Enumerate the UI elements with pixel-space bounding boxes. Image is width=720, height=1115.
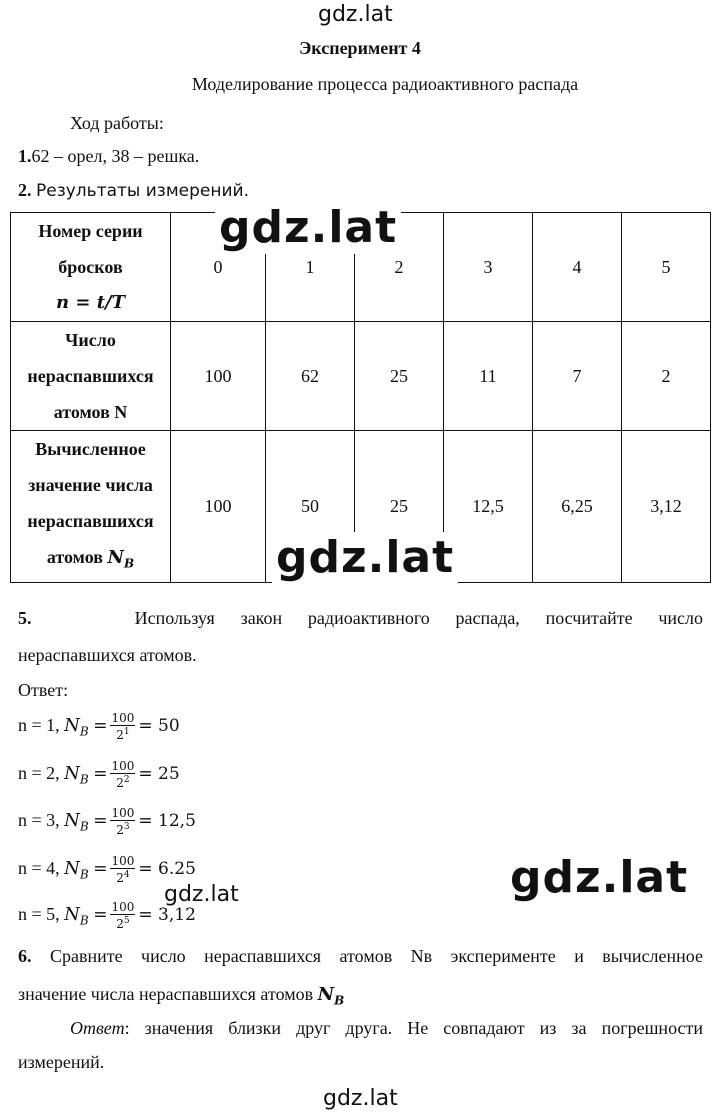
item-6-number: 6.: [18, 946, 32, 966]
fraction: $\frac{100}{2^5}$: [111, 900, 135, 931]
table-cell: 12,5: [444, 431, 533, 583]
table-cell: 62: [266, 322, 355, 431]
watermark-top: gdz.lat: [318, 2, 393, 27]
table-cell: 3,12: [622, 431, 711, 583]
table-cell: 3: [444, 213, 533, 322]
table-header-cell-series: Номер серии бросков n = t/T: [11, 213, 171, 322]
table-header-cell-atoms: Число нераспавшихся атомов N: [11, 322, 171, 431]
table-row: [11, 322, 711, 431]
formula-line: n = 1, $N_B$ = $\frac{100}{2^1}$ = 50: [18, 711, 180, 742]
item-2-number: 2.: [18, 180, 32, 200]
table-cell: 2: [622, 322, 711, 431]
item-1-number: 1.: [18, 146, 32, 166]
fraction: $\frac{100}{2^1}$: [111, 711, 135, 742]
item-6-line-2: значение числа нераспавшихся атомов $N_B$: [18, 984, 345, 1008]
formula-line: n = 3, $N_B$ = $\frac{100}{2^3}$ = 12,5: [18, 806, 196, 837]
table-cell: 11: [444, 322, 533, 431]
item-5-line-1: 5. Используя закон радиоактивного распада, посчитайте число: [18, 608, 703, 628]
item-5-line-2: нераспавшихся атомов.: [18, 645, 197, 665]
item-6-answer-line-2: измерений.: [18, 1052, 105, 1072]
item-6-answer-label: Ответ: [70, 1018, 125, 1038]
item-1: [18, 146, 199, 167]
watermark-table-bottom: gdz.lat: [272, 532, 458, 584]
formula-line: n = 5, $N_B$ = $\frac{100}{2^5}$ = 3,12: [18, 900, 196, 931]
table-cell: 100: [171, 322, 266, 431]
table-cell: 4: [533, 213, 622, 322]
page-subtitle: Моделирование процесса радиоактивного распада: [191, 74, 579, 94]
fraction: $\frac{100}{2^3}$: [111, 806, 135, 837]
item-5-number: 5.: [18, 608, 32, 628]
watermark-right: gdz.lat: [510, 852, 689, 903]
item-1-text: 62 – орел, 38 – решка.: [31, 146, 200, 166]
formula-line: n = 2, $N_B$ = $\frac{100}{2^2}$ = 25: [18, 759, 180, 790]
table-cell: 25: [355, 431, 444, 583]
table-cell: 100: [171, 431, 266, 583]
results-table: [10, 212, 711, 583]
watermark-table-top: gdz.lat: [215, 202, 401, 254]
page-title: Эксперимент 4: [299, 38, 421, 58]
table-cell: 6,25: [533, 431, 622, 583]
watermark-mid: gdz.lat: [164, 882, 239, 907]
progress-label: Ход работы:: [70, 113, 164, 133]
table-cell: 5: [622, 213, 711, 322]
watermark-bottom: gdz.lat: [323, 1086, 398, 1111]
table-cell: 7: [533, 322, 622, 431]
answer-label: Ответ:: [18, 680, 69, 700]
item-6-line-1: 6. Сравните число нераспавшихся атомов Nв эксперименте и вычисленное: [18, 946, 703, 966]
formula-line: n = 4, $N_B$ = $\frac{100}{2^4}$ = 6.25: [18, 854, 196, 885]
table-header-cell-calculated: Вычисленное значение числа нераспавшихся атомов $N_B$: [11, 431, 171, 583]
fraction: $\frac{100}{2^2}$: [111, 759, 135, 790]
fraction: $\frac{100}{2^4}$: [111, 854, 135, 885]
table-cell: 2: [355, 213, 444, 322]
item-6-answer-line-1: Ответ: значения близки друг друга. Не совпадают из за погрешности: [70, 1018, 703, 1038]
item-2-text: Результаты измерений.: [36, 181, 249, 201]
nb-symbol: N: [317, 984, 335, 1005]
table-cell: 25: [355, 322, 444, 431]
table-cell: 0: [171, 213, 266, 322]
table-cell: 1: [266, 213, 355, 322]
table-cell: 50: [266, 431, 355, 583]
item-2: [18, 180, 249, 201]
